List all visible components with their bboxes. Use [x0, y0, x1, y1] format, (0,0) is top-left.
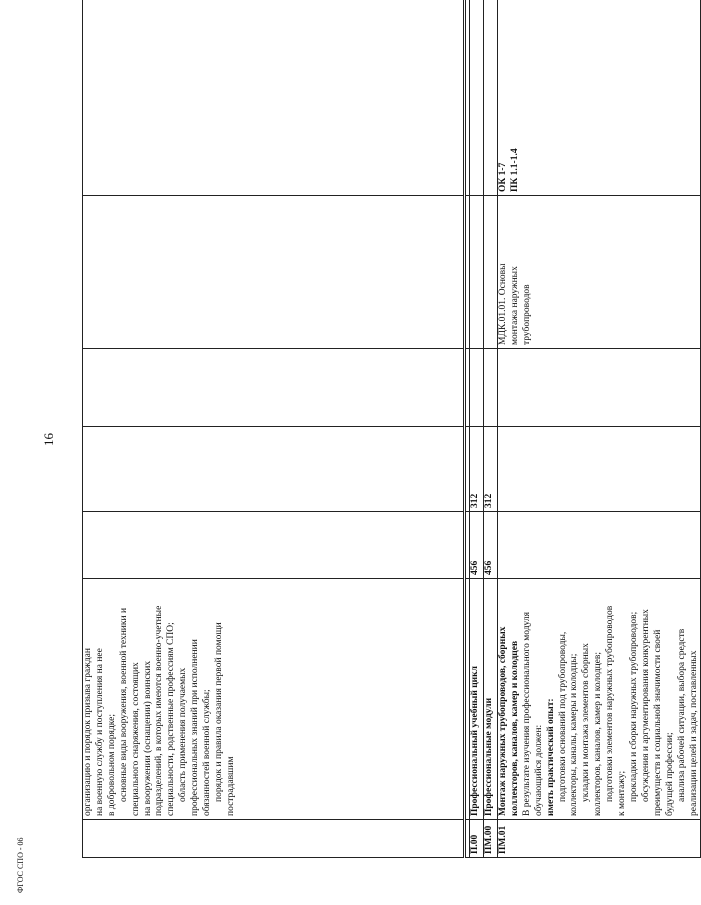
- pm01-title-line: Монтаж наружных трубопроводов, сборных: [498, 626, 508, 816]
- competency-cell: [83, 0, 465, 196]
- modules-hours: 312: [484, 427, 498, 512]
- text-line: анализа рабочей ситуации, выбора средств: [676, 628, 687, 802]
- modules-name: Профессиональные модули: [484, 579, 498, 820]
- text-line: будущей профессии;: [664, 732, 675, 816]
- course-line: МДК.01.01. Основы: [498, 263, 508, 345]
- text-line: на военную службу и поступления на нее: [94, 648, 105, 816]
- text-line: основные виды вооружения, военной техники и: [118, 607, 129, 802]
- table-row: [498, 0, 701, 858]
- blank-cell: [498, 512, 701, 579]
- table-row: [470, 0, 484, 858]
- text-line: специального снаряжения, состоящих: [130, 662, 141, 816]
- text-line: обязанностей военной службы;: [202, 689, 213, 816]
- text-line: подготовки элементов наружных трубопроводов: [605, 605, 616, 802]
- text-line: прокладки и сборки наружных трубопроводов;: [628, 611, 639, 802]
- text-line: область применения получаемых: [178, 667, 189, 802]
- text-line: специальности, родственные профессиям СПО;: [166, 622, 177, 816]
- course-line: монтажа наружных: [509, 266, 520, 345]
- blank-cell: [470, 196, 484, 349]
- text-line: в добровольном порядке;: [106, 714, 117, 816]
- text-line: коллекторов, каналов, камер и колодцев;: [593, 652, 604, 816]
- text-line: преимуществ и социальной значимости своей: [652, 629, 663, 816]
- pm01-course: [498, 196, 701, 349]
- text-line: обсуждения и аргументирования конкурентных: [640, 609, 651, 802]
- cycle-hours: 312: [470, 427, 484, 512]
- text-line: к монтажу;: [617, 770, 628, 816]
- text-line: В результате изучения профессионального модуля: [521, 612, 532, 816]
- index-cell: [83, 820, 465, 858]
- text-line: пострадавшим: [225, 756, 236, 816]
- text-line: коллекторы, каналы, камеры и колодцы;: [569, 653, 580, 816]
- blank-cell: [470, 0, 484, 196]
- practice-label: иметь практический опыт:: [545, 698, 556, 816]
- pm01-index: ПМ.01: [498, 820, 701, 858]
- text-line: подразделений, в которых имеются военно-учетные: [154, 605, 165, 816]
- table-row: [484, 0, 498, 858]
- table-row: [83, 0, 465, 858]
- document-footer: ФГОС СПО - 06: [16, 837, 25, 893]
- text-line: профессиональных знаний при исполнении: [190, 639, 201, 816]
- cycle-max-load: 456: [470, 512, 484, 579]
- modules-max-load: 456: [484, 512, 498, 579]
- blank-cell: [484, 0, 498, 196]
- competency-line: ПК 1.1-1.4: [509, 148, 520, 192]
- pm01-description: [498, 579, 701, 820]
- blank-cell: [470, 349, 484, 427]
- course-line: трубопроводов: [521, 284, 532, 345]
- text-line: подготовки оснований под трубопроводы,: [557, 631, 568, 802]
- text-line: порядок и правила оказания первой помощи: [213, 622, 224, 802]
- modules-index: ПМ.00: [484, 820, 498, 858]
- pm01-competencies: [498, 0, 701, 196]
- blank-cell: [83, 349, 465, 427]
- cycle-index: П.00: [470, 820, 484, 858]
- pm01-title-line: коллекторов, каналов, камер и колодцев: [509, 640, 520, 816]
- blank-cell: [498, 349, 701, 427]
- description-cell: [83, 579, 465, 820]
- text-line: обучающийся должен:: [533, 724, 544, 816]
- rotated-table-wrapper: [82, 39, 699, 858]
- blank-cell: [498, 427, 701, 512]
- text-line: организацию и порядок призыва граждан: [83, 648, 93, 816]
- competency-line: ОК 1-7: [498, 162, 508, 192]
- blank-cell: [484, 349, 498, 427]
- text-line: на вооружении (оснащении) воинских: [142, 660, 153, 816]
- text-line: реализации целей и задач, поставленных: [688, 650, 699, 816]
- page-number: 16: [41, 433, 56, 446]
- cycle-name: Профессиональный учебный цикл: [470, 579, 484, 820]
- blank-cell: [484, 196, 498, 349]
- text-line: укладки и монтажа элементов сборных: [581, 643, 592, 802]
- hours-cell: [83, 427, 465, 512]
- curriculum-table: [82, 0, 701, 858]
- course-cell: [83, 196, 465, 349]
- max-load-cell: [83, 512, 465, 579]
